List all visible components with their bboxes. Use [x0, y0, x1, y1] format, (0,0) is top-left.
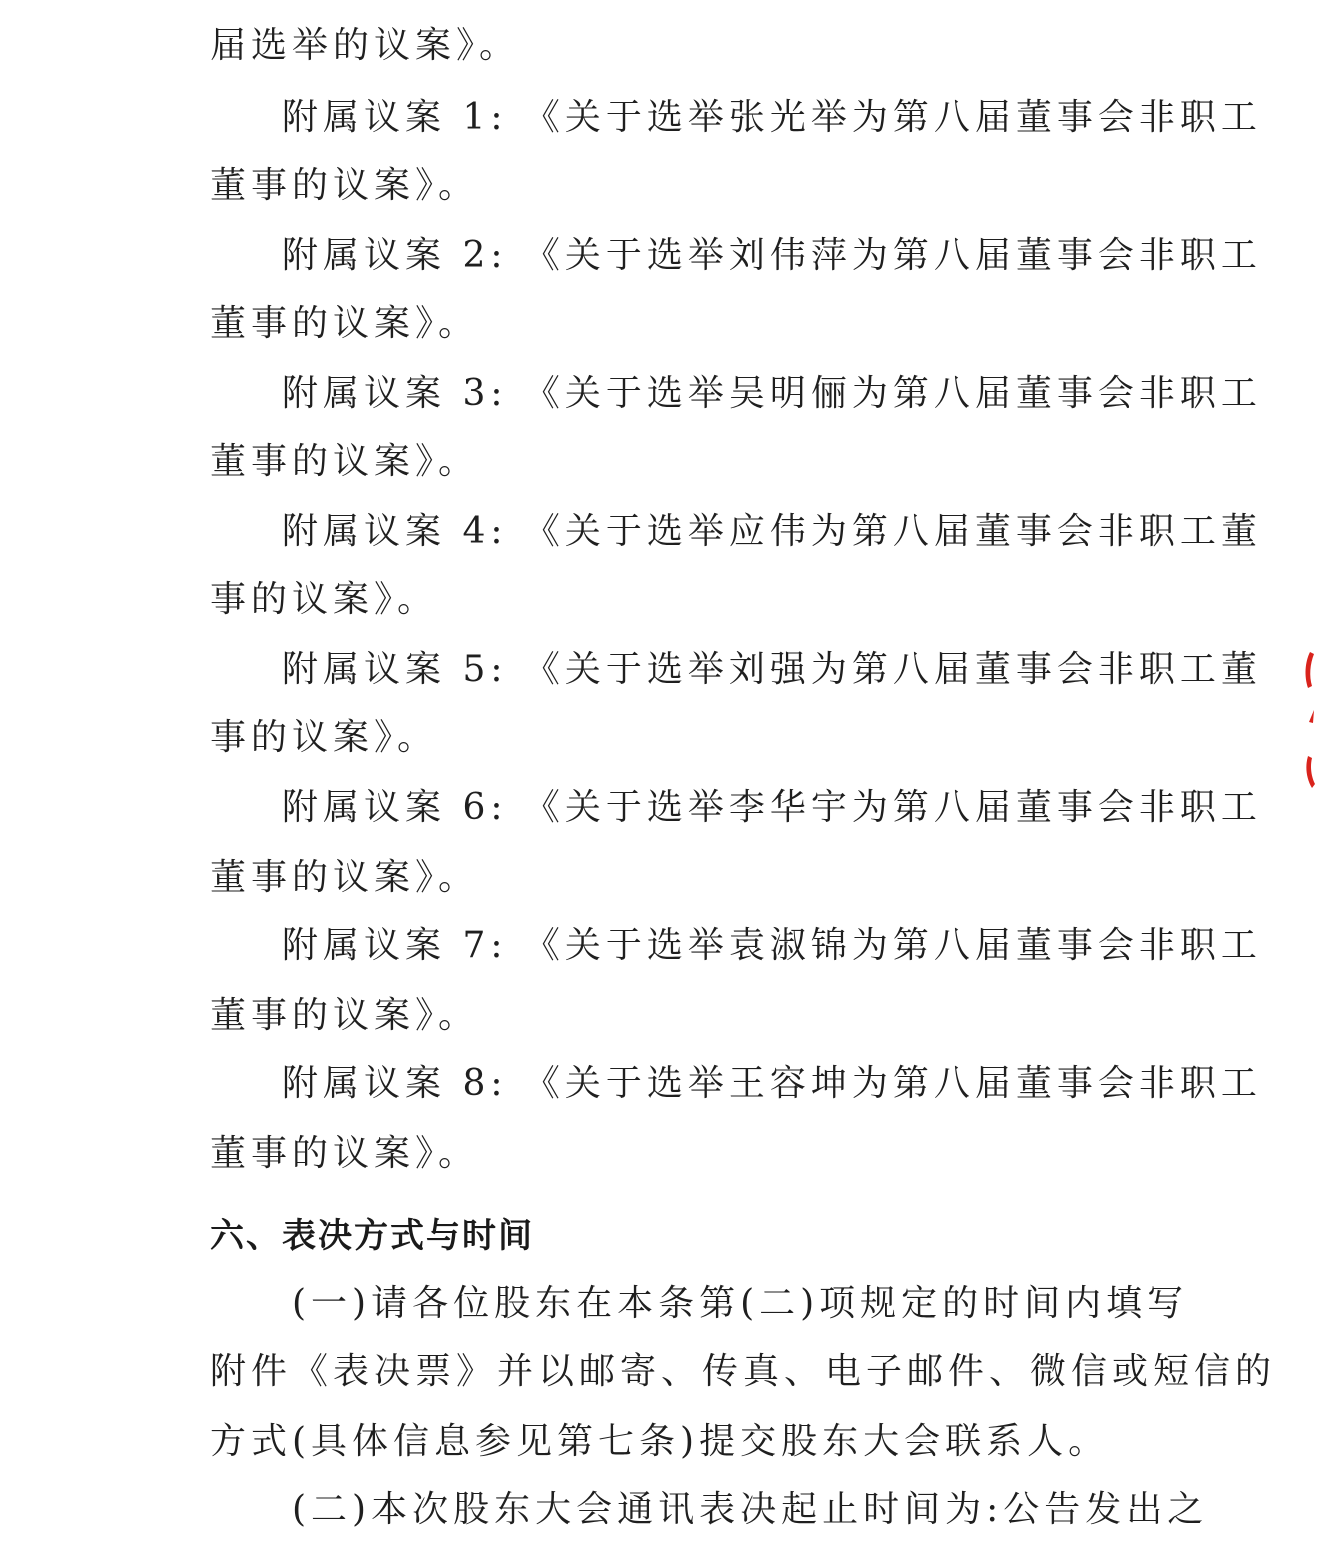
seal-stamp-fragment	[1296, 648, 1322, 798]
text-line-4: 附属议案 2: 《关于选举刘伟萍为第八届董事会非职工	[282, 235, 1262, 276]
text-line-17: 董事的议案》。	[210, 1133, 480, 1174]
section-heading: 六、表决方式与时间	[210, 1216, 534, 1256]
text-line-12: 附属议案 6: 《关于选举李华宇为第八届董事会非职工	[282, 787, 1262, 828]
text-line-1: 届选举的议案》。	[210, 25, 521, 66]
text-line-3: 董事的议案》。	[210, 165, 480, 206]
text-line-13: 董事的议案》。	[210, 857, 480, 898]
text-line-16: 附属议案 8: 《关于选举王容坤为第八届董事会非职工	[282, 1063, 1262, 1104]
text-line-9: 事的议案》。	[210, 579, 439, 620]
text-line-10: 附属议案 5: 《关于选举刘强为第八届董事会非职工董	[282, 649, 1262, 690]
text-line-15: 董事的议案》。	[210, 995, 480, 1036]
body-line-1: (一)请各位股东在本条第(二)项规定的时间内填写	[292, 1283, 1189, 1324]
text-line-14: 附属议案 7: 《关于选举袁淑锦为第八届董事会非职工	[282, 925, 1262, 966]
body-line-2: 附件《表决票》并以邮寄、传真、电子邮件、微信或短信的	[210, 1351, 1277, 1392]
text-line-6: 附属议案 3: 《关于选举吴明俪为第八届董事会非职工	[282, 373, 1262, 414]
text-line-7: 董事的议案》。	[210, 441, 480, 482]
text-line-5: 董事的议案》。	[210, 303, 480, 344]
body-line-4: (二)本次股东大会通讯表决起止时间为:公告发出之	[292, 1489, 1209, 1530]
body-line-3: 方式(具体信息参见第七条)提交股东大会联系人。	[210, 1421, 1110, 1462]
text-line-8: 附属议案 4: 《关于选举应伟为第八届董事会非职工董	[282, 511, 1262, 552]
text-line-2: 附属议案 1: 《关于选举张光举为第八届董事会非职工	[282, 97, 1262, 138]
text-line-11: 事的议案》。	[210, 717, 439, 758]
